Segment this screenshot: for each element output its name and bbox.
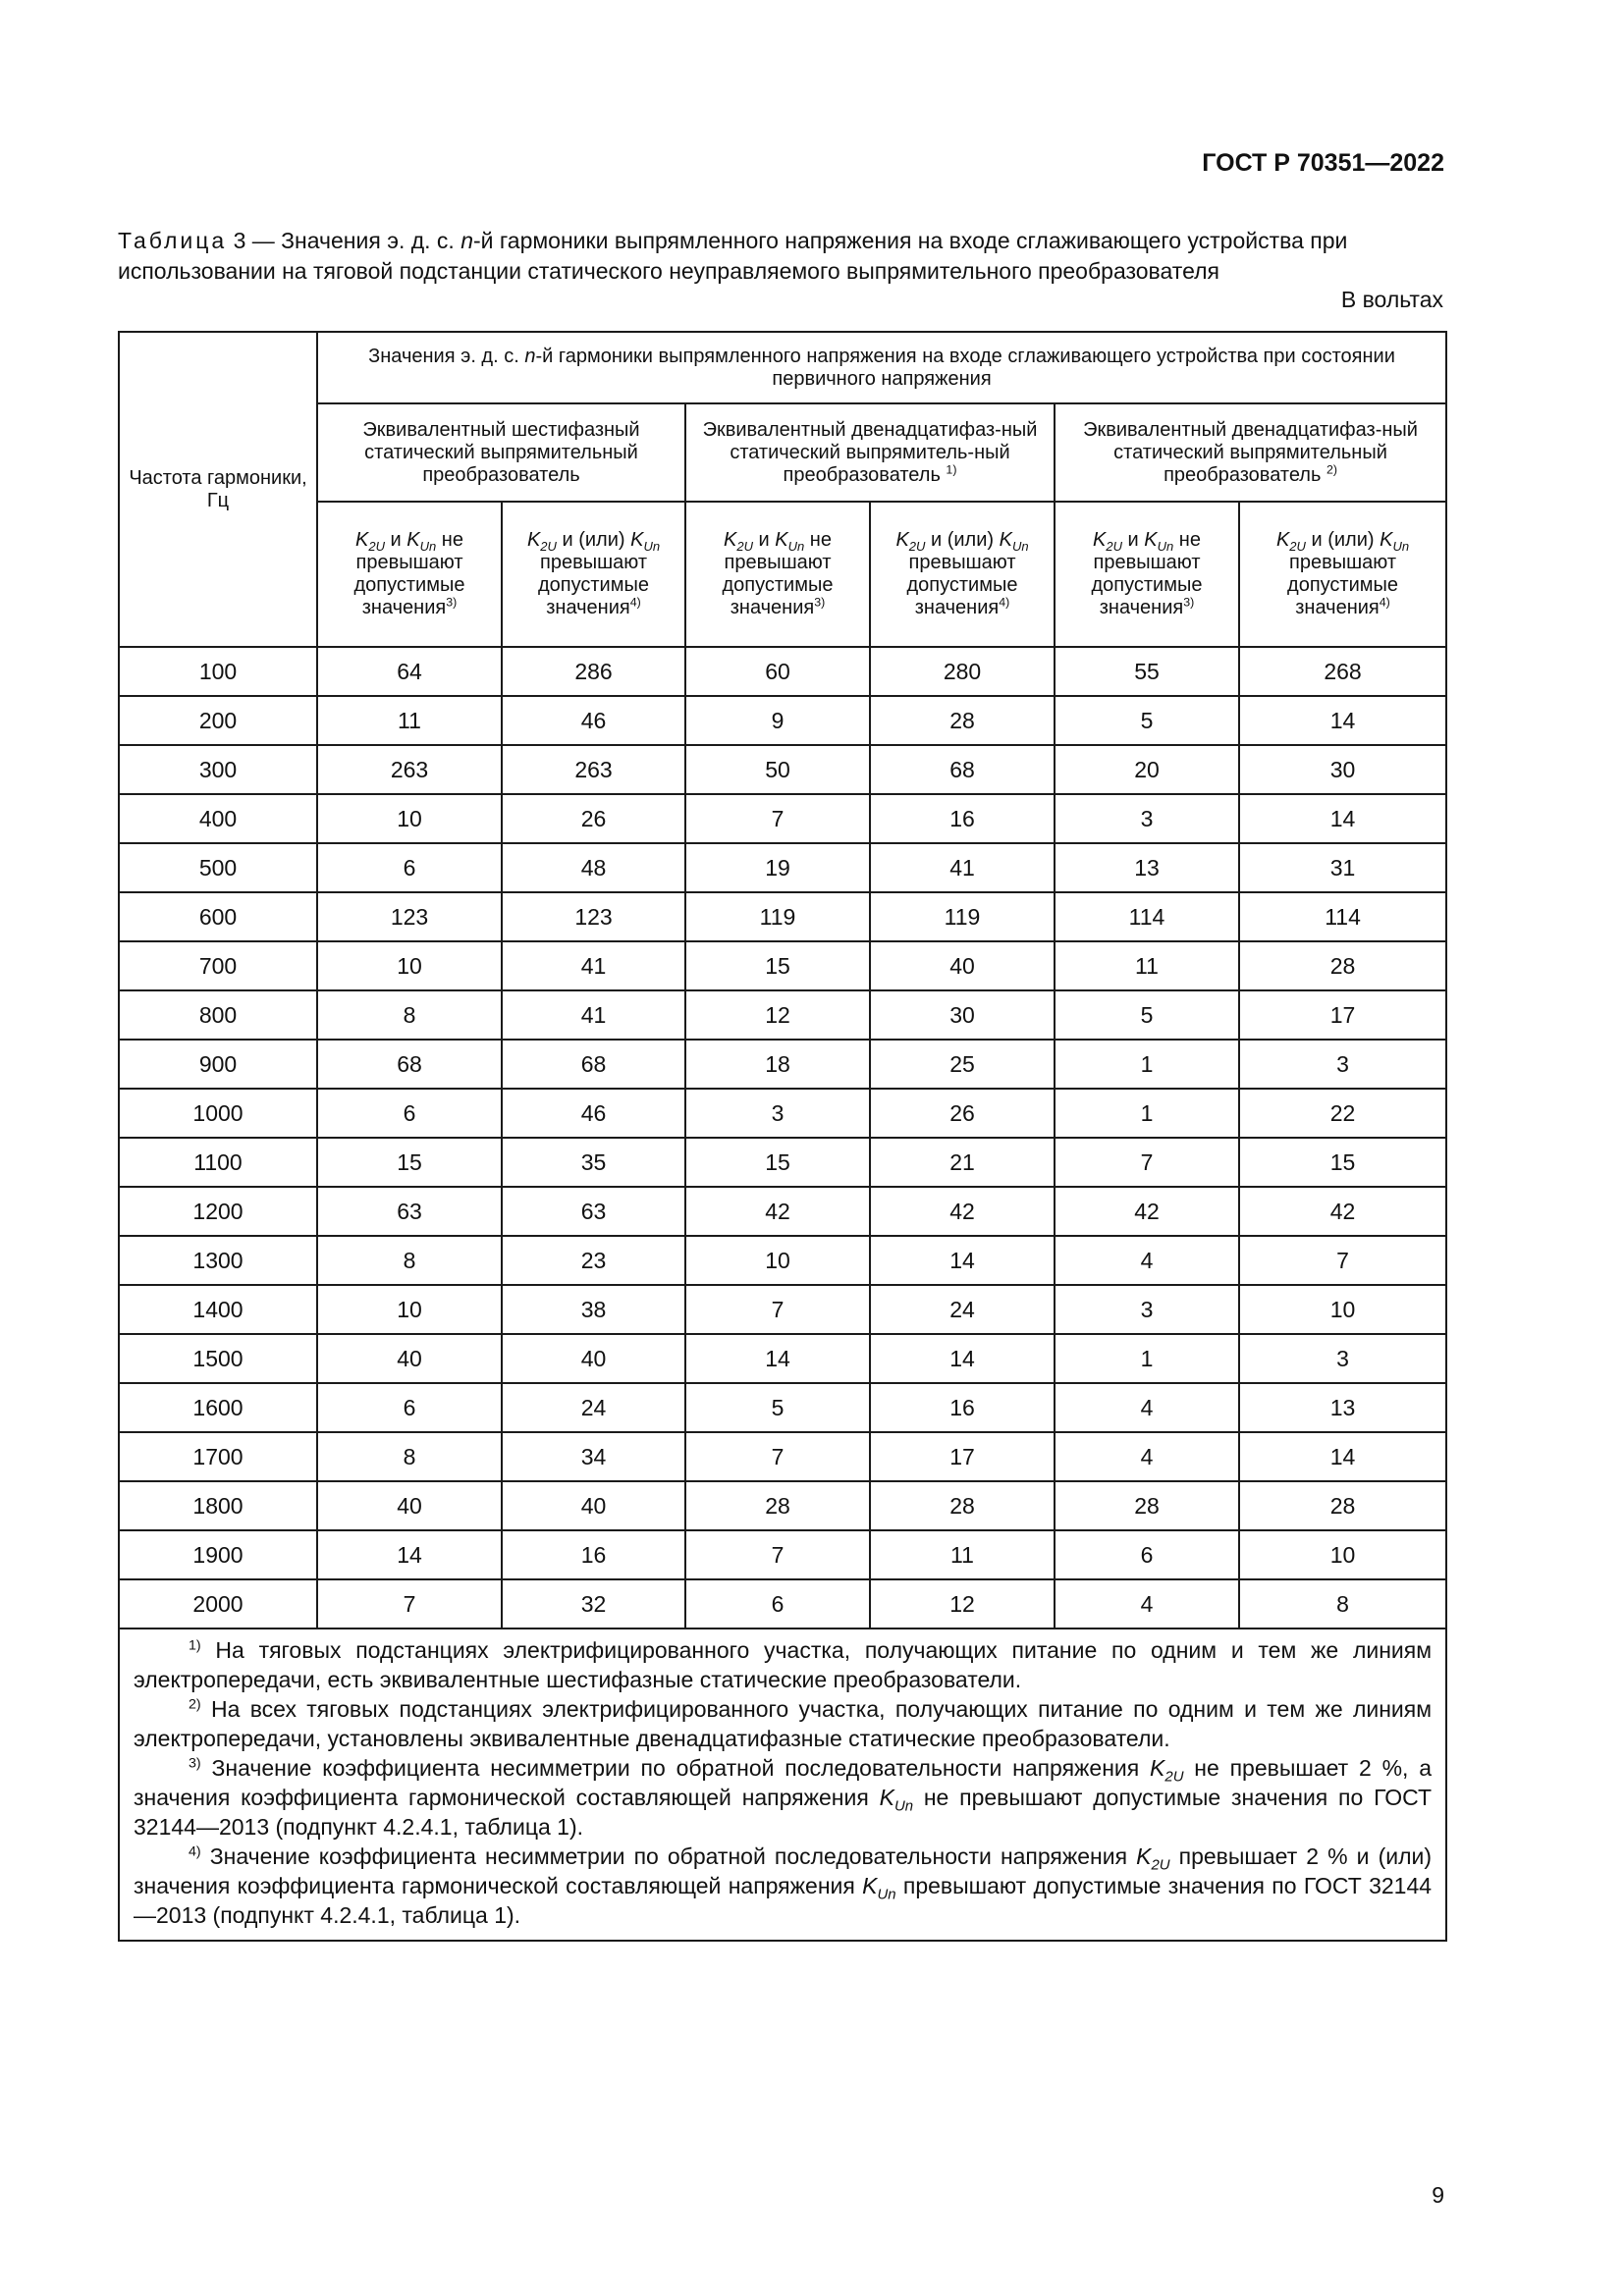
value-cell: 35	[502, 1138, 685, 1187]
value-cell: 10	[317, 794, 502, 843]
frequency-cell: 1300	[119, 1236, 317, 1285]
frequency-cell: 2000	[119, 1579, 317, 1629]
table-row	[119, 794, 1446, 843]
value-cell: 5	[1055, 990, 1239, 1040]
value-cell: 7	[685, 1285, 870, 1334]
value-cell: 15	[685, 1138, 870, 1187]
table-row	[119, 843, 1446, 892]
table-caption-label: Таблица	[118, 228, 228, 253]
value-cell: 7	[1055, 1138, 1239, 1187]
table-row	[119, 745, 1446, 794]
value-cell: 41	[870, 843, 1055, 892]
value-cell: 14	[1239, 794, 1446, 843]
table-row	[119, 1040, 1446, 1089]
frequency-cell: 1000	[119, 1089, 317, 1138]
value-cell: 24	[502, 1383, 685, 1432]
value-cell: 28	[1239, 1481, 1446, 1530]
header-converter-12phase-2: Эквивалентный двенадцатифаз-ный статический выпрямительный преобразователь $^{2)}$	[1055, 403, 1446, 502]
value-cell: 68	[870, 745, 1055, 794]
value-cell: 15	[685, 941, 870, 990]
page-number: 9	[1432, 2182, 1444, 2208]
value-cell: 123	[317, 892, 502, 941]
value-cell: 15	[1239, 1138, 1446, 1187]
value-cell: 14	[317, 1530, 502, 1579]
frequency-cell: 1200	[119, 1187, 317, 1236]
value-cell: 4	[1055, 1236, 1239, 1285]
value-cell: 12	[870, 1579, 1055, 1629]
value-cell: 18	[685, 1040, 870, 1089]
table-row	[119, 1383, 1446, 1432]
value-cell: 14	[870, 1334, 1055, 1383]
value-cell: 7	[317, 1579, 502, 1629]
value-cell: 28	[685, 1481, 870, 1530]
footnotes-row	[119, 1629, 1446, 1941]
value-cell: 22	[1239, 1089, 1446, 1138]
value-cell: 1	[1055, 1334, 1239, 1383]
value-cell: 21	[870, 1138, 1055, 1187]
value-cell: 6	[685, 1579, 870, 1629]
header-frequency: Частота гармоники, Гц	[119, 332, 317, 647]
table-row	[119, 990, 1446, 1040]
value-cell: 16	[870, 794, 1055, 843]
value-cell: 42	[1239, 1187, 1446, 1236]
value-cell: 6	[317, 843, 502, 892]
value-cell: 280	[870, 647, 1055, 696]
frequency-cell: 1600	[119, 1383, 317, 1432]
value-cell: 30	[1239, 745, 1446, 794]
table-caption	[118, 226, 1445, 287]
value-cell: 12	[685, 990, 870, 1040]
value-cell: 31	[1239, 843, 1446, 892]
table-row	[119, 1236, 1446, 1285]
value-cell: 114	[1055, 892, 1239, 941]
value-cell: 4	[1055, 1579, 1239, 1629]
value-cell: 68	[502, 1040, 685, 1089]
value-cell: 286	[502, 647, 685, 696]
value-cell: 26	[870, 1089, 1055, 1138]
table-row	[119, 941, 1446, 990]
value-cell: 3	[1055, 1285, 1239, 1334]
footnote: $^{2)}$ На всех тяговых подстанциях электрифицированного участка, получающих питание по одним и тем же линиям электропередачи, установлены эквивалентные двенадцатифазные статические преобразователи.	[134, 1696, 1433, 1751]
frequency-cell: 500	[119, 843, 317, 892]
value-cell: 17	[1239, 990, 1446, 1040]
header-converter-12phase-1: Эквивалентный двенадцатифаз-ный статический выпрямитель-ный преобразователь $^{1)}$	[685, 403, 1055, 502]
table-row	[119, 1432, 1446, 1481]
value-cell: 28	[870, 1481, 1055, 1530]
value-cell: 60	[685, 647, 870, 696]
value-cell: 24	[870, 1285, 1055, 1334]
value-cell: 10	[1239, 1285, 1446, 1334]
value-cell: 3	[1055, 794, 1239, 843]
value-cell: 4	[1055, 1432, 1239, 1481]
value-cell: 1	[1055, 1089, 1239, 1138]
frequency-cell: 900	[119, 1040, 317, 1089]
value-cell: 7	[1239, 1236, 1446, 1285]
table-row	[119, 1481, 1446, 1530]
value-cell: 28	[1055, 1481, 1239, 1530]
value-cell: 11	[317, 696, 502, 745]
value-cell: 11	[1055, 941, 1239, 990]
document-code: ГОСТ Р 70351—2022	[1202, 149, 1444, 177]
header-condition-exceeded: $K_{2U}$ и (или) $K_{Un}$ превышают допустимые значения$^{4)}$	[1239, 502, 1446, 647]
value-cell: 8	[317, 990, 502, 1040]
frequency-cell: 800	[119, 990, 317, 1040]
value-cell: 6	[1055, 1530, 1239, 1579]
table-row	[119, 1089, 1446, 1138]
value-cell: 46	[502, 696, 685, 745]
footnote: $^{1)}$ На тяговых подстанциях электрифицированного участка, получающих питание по одним и тем же линиям электропередачи, есть эквивалентные шестифазные статические преобразователи.	[134, 1637, 1433, 1692]
value-cell: 40	[870, 941, 1055, 990]
value-cell: 3	[685, 1089, 870, 1138]
frequency-cell: 300	[119, 745, 317, 794]
table-caption-text: — Значения э. д. с. n-й гармоники выпрямленного напряжения на входе сглаживающего устройства при использовании на тяговой подстанции статического неуправляемого выпрямительного преобразователя	[118, 228, 1348, 284]
frequency-cell: 1400	[119, 1285, 317, 1334]
value-cell: 20	[1055, 745, 1239, 794]
frequency-cell: 700	[119, 941, 317, 990]
frequency-cell: 200	[119, 696, 317, 745]
header-condition-exceeded: $K_{2U}$ и (или) $K_{Un}$ превышают допустимые значения$^{4)}$	[870, 502, 1055, 647]
value-cell: 6	[317, 1089, 502, 1138]
value-cell: 4	[1055, 1383, 1239, 1432]
frequency-cell: 400	[119, 794, 317, 843]
footnotes-cell	[119, 1629, 1446, 1941]
value-cell: 8	[317, 1236, 502, 1285]
value-cell: 14	[870, 1236, 1055, 1285]
table-row	[119, 1334, 1446, 1383]
value-cell: 25	[870, 1040, 1055, 1089]
table-row	[119, 696, 1446, 745]
value-cell: 23	[502, 1236, 685, 1285]
value-cell: 40	[502, 1334, 685, 1383]
value-cell: 1	[1055, 1040, 1239, 1089]
header-condition-ok: $K_{2U}$ и $K_{Un}$ не превышают допустимые значения$^{3)}$	[685, 502, 870, 647]
value-cell: 9	[685, 696, 870, 745]
value-cell: 13	[1055, 843, 1239, 892]
value-cell: 28	[1239, 941, 1446, 990]
table-row	[119, 1138, 1446, 1187]
frequency-cell: 1900	[119, 1530, 317, 1579]
value-cell: 40	[317, 1334, 502, 1383]
value-cell: 119	[870, 892, 1055, 941]
value-cell: 3	[1239, 1334, 1446, 1383]
table-row	[119, 1530, 1446, 1579]
value-cell: 14	[1239, 696, 1446, 745]
table-units: В вольтах	[1340, 287, 1443, 312]
table-row	[119, 892, 1446, 941]
value-cell: 50	[685, 745, 870, 794]
value-cell: 16	[502, 1530, 685, 1579]
value-cell: 63	[502, 1187, 685, 1236]
value-cell: 3	[1239, 1040, 1446, 1089]
value-cell: 34	[502, 1432, 685, 1481]
value-cell: 38	[502, 1285, 685, 1334]
value-cell: 10	[317, 1285, 502, 1334]
table-row	[119, 1187, 1446, 1236]
value-cell: 46	[502, 1089, 685, 1138]
value-cell: 48	[502, 843, 685, 892]
value-cell: 11	[870, 1530, 1055, 1579]
frequency-cell: 1500	[119, 1334, 317, 1383]
header-condition-ok: $K_{2U}$ и $K_{Un}$ не превышают допустимые значения$^{3)}$	[1055, 502, 1239, 647]
value-cell: 55	[1055, 647, 1239, 696]
value-cell: 42	[685, 1187, 870, 1236]
frequency-cell: 1800	[119, 1481, 317, 1530]
value-cell: 41	[502, 990, 685, 1040]
value-cell: 14	[1239, 1432, 1446, 1481]
value-cell: 123	[502, 892, 685, 941]
value-cell: 5	[1055, 696, 1239, 745]
value-cell: 119	[685, 892, 870, 941]
value-cell: 10	[1239, 1530, 1446, 1579]
header-condition-exceeded: $K_{2U}$ и (или) $K_{Un}$ превышают допустимые значения$^{4)}$	[502, 502, 685, 647]
value-cell: 7	[685, 1530, 870, 1579]
header-converter-6phase: Эквивалентный шестифазный статический выпрямительный преобразователь	[317, 403, 685, 502]
frequency-cell: 100	[119, 647, 317, 696]
header-condition-ok: $K_{2U}$ и $K_{Un}$ не превышают допустимые значения$^{3)}$	[317, 502, 502, 647]
frequency-cell: 1700	[119, 1432, 317, 1481]
value-cell: 10	[317, 941, 502, 990]
table-row	[119, 647, 1446, 696]
table-caption-number: 3	[233, 228, 246, 253]
footnote: $^{4)}$ Значение коэффициента несимметрии по обратной последовательности напряжения $K_{2U}$ превышает 2 % и (или) значения коэффициента гармонической составляющей напряжения $K_{Un}$ превышают допустимые значения по ГОСТ 32144—2013 (подпункт 4.2.4.1, таблица 1).	[134, 1843, 1433, 1928]
value-cell: 263	[317, 745, 502, 794]
value-cell: 42	[870, 1187, 1055, 1236]
value-cell: 40	[502, 1481, 685, 1530]
header-group-title: Значения э. д. с. n-й гармоники выпрямленного напряжения на входе сглаживающего устройства при состоянии первичного напряжения	[317, 332, 1446, 403]
value-cell: 63	[317, 1187, 502, 1236]
value-cell: 42	[1055, 1187, 1239, 1236]
value-cell: 8	[317, 1432, 502, 1481]
value-cell: 268	[1239, 647, 1446, 696]
value-cell: 6	[317, 1383, 502, 1432]
value-cell: 7	[685, 1432, 870, 1481]
value-cell: 16	[870, 1383, 1055, 1432]
frequency-cell: 1100	[119, 1138, 317, 1187]
value-cell: 7	[685, 794, 870, 843]
value-cell: 64	[317, 647, 502, 696]
footnote: $^{3)}$ Значение коэффициента несимметрии по обратной последовательности напряжения $K_{2U}$ не превышает 2 %, а значения коэффициента гармонической составляющей напряжения $K_{Un}$ не превышают допустимые значения по ГОСТ 32144—2013 (подпункт 4.2.4.1, таблица 1).	[134, 1755, 1433, 1840]
value-cell: 68	[317, 1040, 502, 1089]
value-cell: 10	[685, 1236, 870, 1285]
value-cell: 263	[502, 745, 685, 794]
value-cell: 40	[317, 1481, 502, 1530]
value-cell: 15	[317, 1138, 502, 1187]
value-cell: 28	[870, 696, 1055, 745]
value-cell: 5	[685, 1383, 870, 1432]
table-row	[119, 1285, 1446, 1334]
value-cell: 19	[685, 843, 870, 892]
frequency-cell: 600	[119, 892, 317, 941]
harmonics-table	[118, 331, 1447, 1942]
value-cell: 32	[502, 1579, 685, 1629]
value-cell: 14	[685, 1334, 870, 1383]
value-cell: 17	[870, 1432, 1055, 1481]
table-row	[119, 1579, 1446, 1629]
value-cell: 13	[1239, 1383, 1446, 1432]
value-cell: 8	[1239, 1579, 1446, 1629]
value-cell: 30	[870, 990, 1055, 1040]
value-cell: 114	[1239, 892, 1446, 941]
value-cell: 41	[502, 941, 685, 990]
value-cell: 26	[502, 794, 685, 843]
